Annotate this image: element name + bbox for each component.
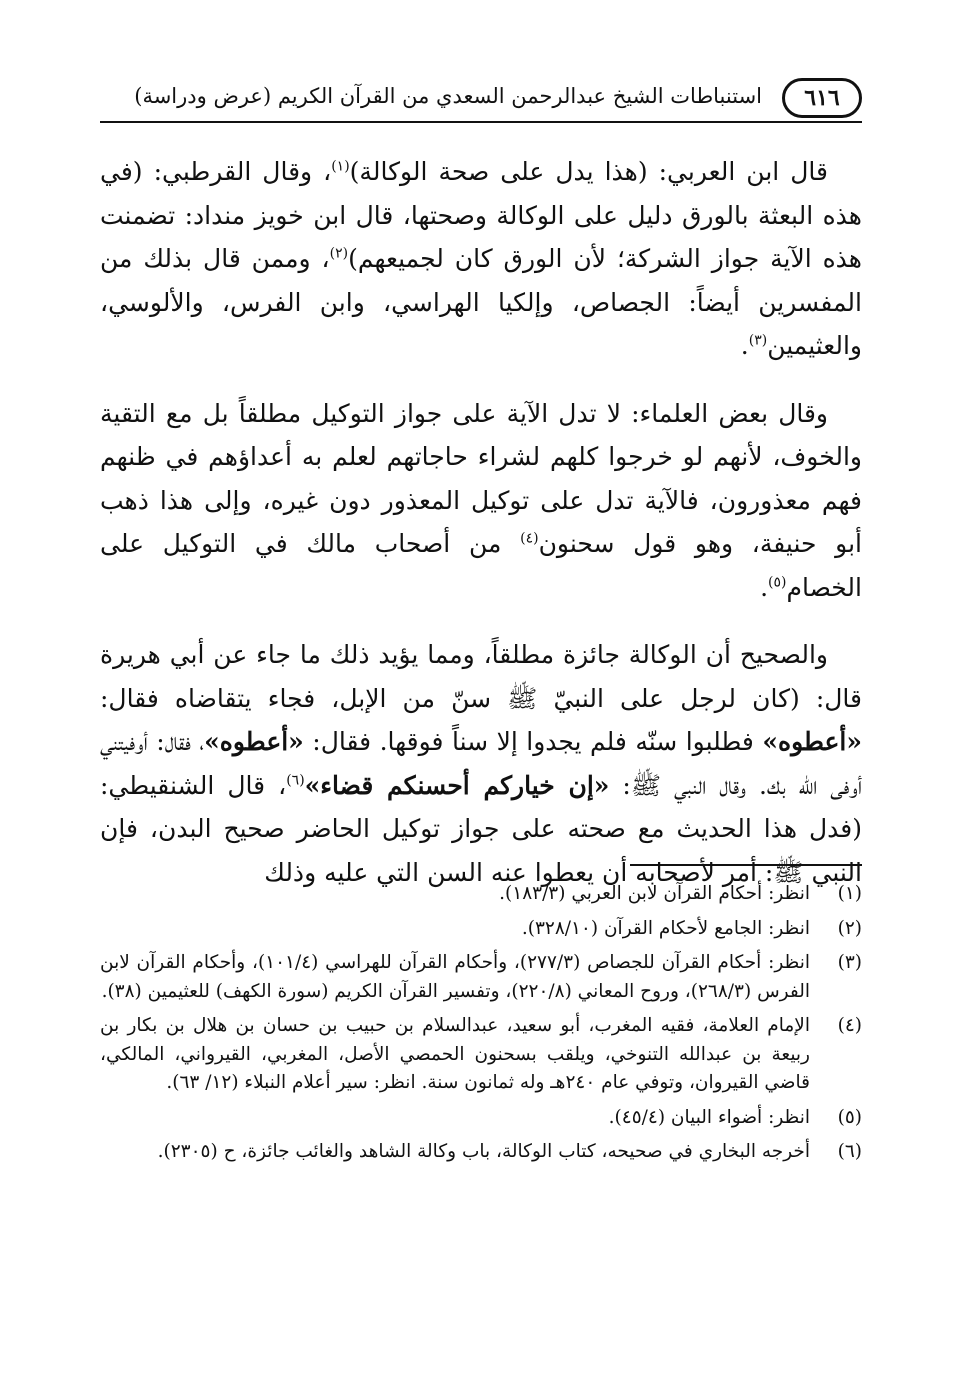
text-run: . <box>740 331 749 360</box>
text-run: . <box>760 572 769 602</box>
footnote-ref[interactable]: (٤) <box>520 530 539 547</box>
footnote-item <box>100 915 862 944</box>
text-run: ، قال الشنقيطي: (فدل هذا الحديث مع صحته على جواز توكيل الحاضر صحيح البدن، فإن النبي ﷺ: أمر لأصحابه أن يعطوا عنه السن التي عليه وذلك <box>100 770 862 887</box>
paragraph-3 <box>100 633 862 894</box>
text-run: ، فقال: أوفيتني أوفى الله بك. وقال النبي ﷺ: <box>100 727 863 800</box>
footnote-text: انظر: أحكام القرآن للجصاص (٢٧٧/٣)، وأحكام القرآن للهراسي (١٠١/٤)، وأحكام القرآن لابن الفرس (٢٦٨/٣)، وروح المعاني (٢٢٠/٨)، وتفسير القرآن الكريم (سورة الكهف) للعثيمين (٣٨). <box>100 952 810 1002</box>
text-run: من أصحاب مالك في التوكيل على الخصام <box>100 529 862 602</box>
footnotes <box>100 880 862 1173</box>
text-run: ، وقال القرطبي: (في هذه البعثة بالورق دليل على الوكالة وصحتها، قال ابن خويز منداد: تضمنت هذه الآية جواز الشركة؛ لأن الورق كان لجميعهم) <box>100 157 862 273</box>
footnote-ref[interactable]: (١) <box>331 158 350 175</box>
footnote-text: انظر: أحكام القرآن لابن العربي (١٨٣/٣). <box>499 883 810 904</box>
footnote-ref[interactable]: (٦) <box>286 772 305 789</box>
page-number-badge: ٦١٦ <box>782 78 862 118</box>
footnote-number: (٣) <box>837 952 862 973</box>
running-title: استنباطات الشيخ عبدالرحمن السعدي من القرآن الكريم (عرض ودراسة) <box>134 84 762 108</box>
hadith-quote: «إن خياركم أحسنكم قضاء» <box>304 770 610 800</box>
footnote-ref[interactable]: (٥) <box>768 574 787 591</box>
text-run: والصحيح أن الوكالة جائزة مطلقاً، ومما يؤيد ذلك ما جاء عن أبي هريرة قال: (كان لرجل على النبيّ ﷺ سنّ من الإبل، فجاء يتقاضاه فقال: <box>100 640 862 713</box>
footnote-item <box>100 1104 862 1133</box>
footnote-item <box>100 949 862 1006</box>
paragraph-1 <box>100 150 862 368</box>
footnote-ref[interactable]: (٢) <box>329 245 349 262</box>
footnote-number: (٦) <box>837 1141 862 1162</box>
text-run: ، وممن قال بذلك من المفسرين أيضاً: الجصاص، وإلكيا الهراسي، وابن الفرس، والألوسي، والعثيمين <box>100 244 862 360</box>
paragraph-2 <box>100 392 862 610</box>
text-run: قال ابن العربي: (هذا يدل على صحة الوكالة) <box>349 157 828 186</box>
footnote-number: (٥) <box>837 1106 862 1128</box>
text-run: فطلبوا سنّه فلم يجدوا إلا سناً فوقها. فقال: <box>303 727 763 756</box>
hadith-quote: «أعطوه» <box>204 727 304 756</box>
footnote-item <box>100 1012 862 1098</box>
main-text <box>100 150 862 894</box>
footnote-text: الإمام العلامة، فقيه المغرب، أبو سعيد، عبدالسلام بن حبيب بن حسان بن هلال بن بكار بن ربيعة بن عبدالله التنوخي، ويلقب بسحنون الحمصي الأصل، المغربي، القيرواني، المالكي، قاضي القيروان، وتوفي عام ٢٤٠هـ وله ثمانون سنة. انظر: سير أعلام النبلاء (١٢/ ٦٣). <box>100 1015 810 1093</box>
text-run: وقال بعض العلماء: لا تدل الآية على جواز التوكيل مطلقاً بل مع التقية والخوف، لأنهم لو خرجوا كلهم لشراء حاجاتهم لعلم به أعداؤهم في ظنهم فهم معذورون، فالآية تدل على توكيل المعذور دون غيره، وإلى هذا ذهب أبو حنيفة، وهو قول سحنون <box>100 398 863 558</box>
footnote-item <box>100 1138 862 1167</box>
footnote-ref[interactable]: (٣) <box>748 332 768 349</box>
footnote-number: (١) <box>837 883 862 904</box>
footnote-text: أخرجه البخاري في صحيحه، كتاب الوكالة، باب وكالة الشاهد والغائب جائزة، ح (٢٣٠٥). <box>157 1141 810 1162</box>
footnote-text: انظر: الجامع لأحكام القرآن (٣٢٨/١٠). <box>521 917 810 939</box>
footnote-text: انظر: أضواء البيان (٤٥/٤). <box>608 1106 810 1128</box>
footnote-divider <box>630 864 862 866</box>
header-divider <box>100 121 862 123</box>
footnote-number: (٢) <box>837 917 862 939</box>
footnote-item <box>100 880 862 909</box>
footnote-number: (٤) <box>837 1015 862 1036</box>
hadith-quote: «أعطوه» <box>762 727 862 756</box>
page-header <box>100 78 862 124</box>
